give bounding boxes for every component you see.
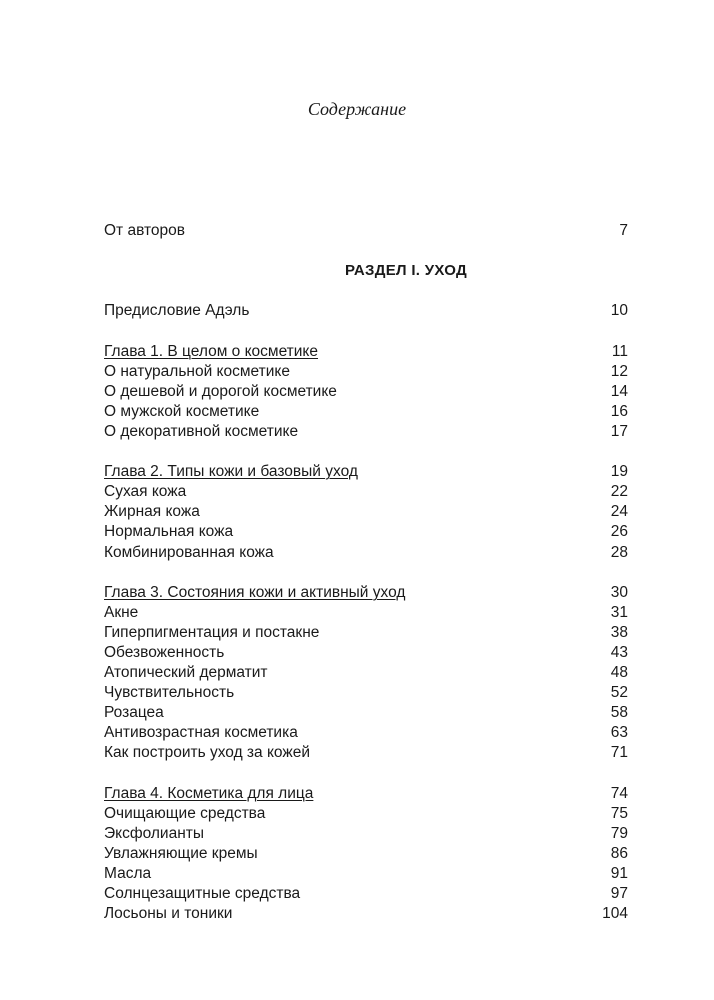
toc-entry-page: 30 [610, 583, 628, 601]
toc-entry-page: 28 [610, 543, 628, 561]
toc-entry[interactable] [104, 723, 628, 743]
toc-entry[interactable] [104, 623, 628, 643]
toc-entry-label: Масла [104, 865, 152, 882]
toc-entry-label: Обезвоженность [104, 643, 225, 661]
toc-entry-label: О дешевой и дорогой косметике [104, 382, 337, 400]
toc-entry-page: 14 [610, 382, 628, 400]
toc-entry[interactable] [104, 603, 628, 623]
toc-entry-label: О мужской косметике [104, 402, 260, 420]
toc-entry[interactable] [104, 663, 628, 683]
toc-entry[interactable] [104, 904, 628, 924]
toc-entry-label: О натуральной косметике [104, 362, 290, 380]
table-of-contents [104, 221, 628, 924]
toc-entry-page: 7 [619, 222, 628, 239]
toc-chapter-heading[interactable] [104, 784, 628, 804]
toc-entry-page: 79 [610, 824, 628, 842]
toc-entry[interactable] [104, 502, 628, 522]
toc-entry-label: Нормальная кожа [104, 523, 234, 541]
toc-entry-page: 91 [610, 865, 628, 882]
toc-chapter-heading[interactable] [104, 342, 628, 362]
toc-entry-page: 22 [610, 483, 628, 501]
toc-entry-page: 38 [610, 623, 628, 641]
toc-entry[interactable] [104, 824, 628, 844]
toc-entry-label: Чувствительность [104, 684, 235, 702]
toc-entry[interactable] [104, 844, 628, 864]
toc-entry[interactable] [104, 804, 628, 824]
toc-entry-page: 43 [610, 643, 628, 661]
toc-entry-label: Как построить уход за кожей [104, 744, 311, 762]
toc-entry-page: 52 [610, 684, 628, 702]
toc-entry[interactable] [104, 683, 628, 703]
toc-entry-page: 24 [610, 503, 628, 521]
chapter-list [104, 321, 628, 924]
toc-entry-label: Эксфолианты [104, 824, 205, 842]
toc-entry-label: О декоративной косметике [104, 422, 299, 440]
toc-entry[interactable] [104, 864, 628, 884]
toc-entry-page: 16 [610, 402, 628, 420]
toc-chapter-heading[interactable] [104, 462, 628, 482]
section-heading: РАЗДЕЛ I. УХОД [344, 262, 468, 280]
toc-entry[interactable] [104, 703, 628, 723]
toc-entry[interactable] [104, 743, 628, 763]
toc-entry-page: 26 [610, 523, 628, 541]
toc-entry-label: Жирная кожа [104, 503, 200, 521]
toc-entry-label: Увлажняющие кремы [104, 844, 258, 862]
toc-entry-page: 58 [610, 704, 628, 722]
toc-entry[interactable] [104, 884, 628, 904]
toc-entry-label: Глава 4. Косметика для лица [104, 784, 314, 802]
toc-entry-page: 12 [610, 362, 628, 380]
toc-entry-label: Розацеа [104, 704, 164, 722]
toc-entry-page: 75 [610, 804, 628, 822]
toc-entry-label: От авторов [104, 222, 185, 239]
toc-entry-page: 19 [610, 463, 628, 481]
toc-entry-label: Антивозрастная косметика [104, 724, 298, 742]
page-title: Содержание [307, 99, 407, 119]
toc-entry[interactable] [104, 362, 628, 382]
toc-entry[interactable] [104, 543, 628, 563]
toc-entry[interactable] [104, 382, 628, 402]
toc-entry-label: Сухая кожа [104, 483, 187, 501]
toc-entry[interactable] [104, 522, 628, 542]
toc-entry-page: 104 [602, 905, 628, 923]
toc-entry[interactable] [104, 482, 628, 502]
toc-entry[interactable] [104, 422, 628, 442]
toc-entry-label: Предисловие Адэль [104, 302, 250, 320]
toc-entry-page: 71 [610, 744, 628, 762]
toc-entry-label: Солнцезащитные средства [104, 885, 301, 903]
toc-entry-page: 11 [611, 342, 628, 360]
toc-entry-page: 10 [610, 302, 628, 320]
toc-entry-label: Глава 3. Состояния кожи и активный уход [104, 583, 406, 601]
toc-entry-label: Лосьоны и тоники [104, 905, 233, 923]
toc-entry[interactable] [104, 402, 628, 422]
toc-entry-label: Очищающие средства [104, 804, 266, 822]
toc-entry-page: 86 [610, 844, 628, 862]
toc-entry-page: 48 [610, 664, 628, 682]
toc-entry-label: Атопический дерматит [104, 664, 268, 682]
toc-entry-page: 17 [610, 422, 628, 440]
toc-entry-page: 97 [610, 885, 628, 903]
toc-entry-label: Глава 1. В целом о косметике [104, 342, 319, 360]
toc-entry-page: 63 [610, 724, 628, 742]
toc-entry-preface[interactable] [104, 301, 628, 321]
toc-entry[interactable] [104, 643, 628, 663]
toc-entry-intro[interactable] [104, 221, 628, 241]
toc-entry-page: 31 [610, 603, 628, 621]
toc-entry-label: Комбинированная кожа [104, 543, 274, 561]
toc-entry-label: Глава 2. Типы кожи и базовый уход [104, 463, 358, 481]
toc-entry-page: 74 [610, 784, 628, 802]
toc-entry-label: Акне [104, 603, 139, 621]
toc-chapter-heading[interactable] [104, 583, 628, 603]
toc-entry-label: Гиперпигментация и постакне [104, 623, 320, 641]
